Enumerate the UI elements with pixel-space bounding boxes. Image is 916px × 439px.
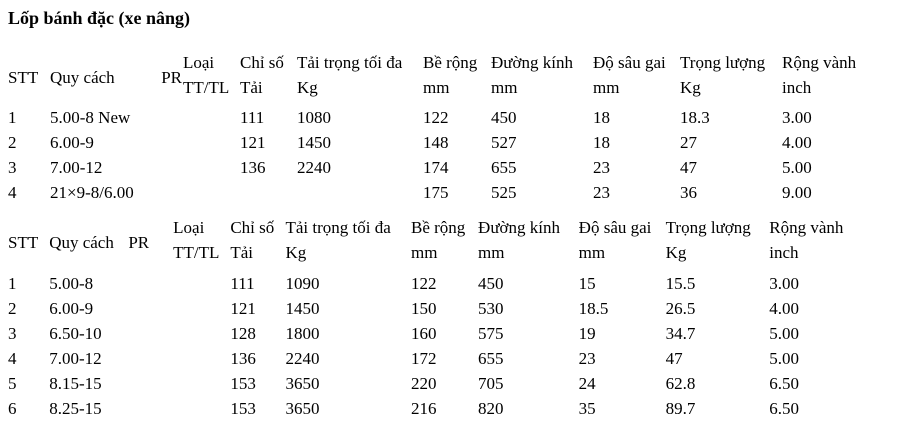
cell-be-rong: 122 [411, 274, 437, 293]
cell-chi-so: 153 [230, 399, 256, 418]
header-rong-vanh [782, 54, 916, 100]
cell-be-rong: 220 [411, 374, 437, 393]
cell-do-sau: 18 [593, 133, 610, 152]
header-rong-vanh-line2: inch [769, 243, 799, 262]
cell-pr [152, 325, 173, 350]
cell-stt: 4 [8, 183, 17, 202]
cell-tai-trong: 1080 [297, 108, 331, 127]
cell-trong-luong: 27 [680, 133, 697, 152]
cell-be-rong: 148 [423, 133, 449, 152]
header-be-rong-line2: mm [411, 243, 438, 262]
header-loai [182, 54, 240, 100]
cell-duong-kinh: 527 [491, 133, 517, 152]
cell-quy-cach: 6.00-9 [49, 299, 94, 318]
table-header-row [0, 54, 916, 100]
cell-trong-luong: 26.5 [665, 299, 696, 318]
header-tai-trong-line2: Kg [285, 243, 307, 262]
header-be-rong [423, 54, 491, 100]
header-trong-luong-line1: Trọng lượng [680, 53, 766, 72]
cell-stt: 4 [8, 349, 17, 368]
header-chi-so-line1: Chỉ số [230, 218, 275, 237]
header-do-sau-line1: Độ sâu gai [578, 218, 652, 237]
cell-do-sau: 23 [578, 349, 596, 368]
cell-duong-kinh: 575 [478, 324, 504, 343]
header-do-sau-line2: mm [578, 243, 606, 262]
cell-loai [182, 134, 240, 159]
cell-duong-kinh: 655 [478, 349, 504, 368]
cell-pr [154, 134, 182, 159]
header-duong-kinh-line2: mm [478, 243, 505, 262]
cell-stt: 2 [8, 133, 17, 152]
cell-chi-so: 121 [240, 133, 266, 152]
cell-pr [152, 350, 173, 375]
cell-be-rong: 172 [411, 349, 437, 368]
cell-rong-vanh: 4.00 [782, 133, 812, 152]
cell-quy-cach: 5.00-8 [49, 274, 94, 293]
header-trong-luong [680, 54, 782, 100]
header-tai-trong-line2: Kg [297, 78, 318, 97]
cell-be-rong: 160 [411, 324, 437, 343]
cell-trong-luong: 15.5 [665, 274, 696, 293]
cell-rong-vanh: 9.00 [782, 183, 812, 202]
cell-loai [173, 300, 230, 325]
cell-pr [154, 159, 182, 184]
header-chi-so [240, 54, 297, 100]
cell-rong-vanh: 6.50 [769, 399, 799, 418]
cell-duong-kinh: 820 [478, 399, 504, 418]
cell-trong-luong: 89.7 [665, 399, 696, 418]
table-row [0, 375, 916, 400]
header-pr [128, 219, 173, 265]
header-loai-line1: Loại [173, 218, 205, 237]
cell-quy-cach: 21×9-8/6.00 [50, 183, 134, 202]
header-do-sau-line1: Độ sâu gai [593, 53, 666, 72]
cell-tai-trong [297, 184, 423, 209]
header-be-rong-line1: Bề rộng [423, 53, 478, 72]
cell-loai [173, 375, 230, 400]
cell-chi-so: 153 [230, 374, 256, 393]
header-duong-kinh-line2: mm [491, 78, 518, 97]
cell-trong-luong: 47 [680, 158, 697, 177]
cell-stt: 6 [8, 399, 17, 418]
cell-rong-vanh: 6.50 [769, 374, 799, 393]
cell-duong-kinh: 530 [478, 299, 504, 318]
table-row [0, 134, 916, 159]
header-trong-luong-line1: Trọng lượng [665, 218, 751, 237]
cell-stt: 5 [8, 374, 17, 393]
cell-trong-luong: 34.7 [665, 324, 696, 343]
spec-table-2 [0, 219, 916, 425]
page-title: Lốp bánh đặc (xe nâng) [8, 8, 191, 28]
header-loai-line1: Loại [183, 53, 215, 72]
cell-quy-cach: 8.15-15 [49, 374, 102, 393]
cell-tai-trong: 3650 [285, 399, 320, 418]
cell-be-rong: 174 [423, 158, 449, 177]
header-stt: STT [8, 232, 39, 252]
header-quy-cach: Quy cách [50, 67, 115, 87]
cell-stt: 2 [8, 299, 17, 318]
cell-rong-vanh: 5.00 [769, 349, 799, 368]
cell-loai [182, 109, 240, 134]
cell-do-sau: 19 [578, 324, 596, 343]
header-trong-luong-line2: Kg [680, 78, 701, 97]
header-rong-vanh-line1: Rộng vành [769, 218, 844, 237]
cell-rong-vanh: 3.00 [769, 274, 799, 293]
header-tai-trong [297, 54, 423, 100]
header-chi-so-line2: Tải [230, 243, 253, 262]
cell-quy-cach: 7.00-12 [49, 349, 102, 368]
cell-quy-cach: 5.00-8 New [50, 108, 131, 127]
header-do-sau [579, 219, 666, 265]
cell-pr [154, 109, 182, 134]
table-row [0, 275, 916, 300]
table-row [0, 400, 916, 425]
cell-be-rong: 122 [423, 108, 449, 127]
header-duong-kinh [478, 219, 579, 265]
cell-chi-so: 136 [230, 349, 256, 368]
cell-do-sau: 23 [593, 183, 610, 202]
header-rong-vanh-line1: Rộng vành [782, 53, 857, 72]
table-row [0, 159, 916, 184]
header-be-rong-line2: mm [423, 78, 450, 97]
header-loai-line2: TT/TL [173, 243, 220, 262]
cell-loai [173, 350, 230, 375]
table-row [0, 350, 916, 375]
table-row [0, 109, 916, 134]
header-quy-cach: Quy cách [49, 232, 114, 252]
table-row [0, 300, 916, 325]
cell-rong-vanh: 4.00 [769, 299, 799, 318]
cell-duong-kinh: 655 [491, 158, 517, 177]
cell-tai-trong: 1450 [297, 133, 331, 152]
cell-do-sau: 23 [593, 158, 610, 177]
cell-be-rong: 150 [411, 299, 437, 318]
table-header-row [0, 219, 916, 265]
header-chi-so [230, 219, 285, 265]
cell-stt: 1 [8, 274, 17, 293]
cell-tai-trong: 1090 [285, 274, 320, 293]
cell-loai [173, 400, 230, 425]
cell-chi-so: 121 [230, 299, 256, 318]
cell-duong-kinh: 450 [478, 274, 504, 293]
cell-tai-trong: 2240 [285, 349, 320, 368]
header-loai [173, 219, 230, 265]
table-row [0, 325, 916, 350]
cell-pr [152, 375, 173, 400]
cell-be-rong: 216 [411, 399, 437, 418]
header-chi-so-line2: Tải [240, 78, 263, 97]
cell-loai [173, 275, 230, 300]
header-be-rong-line1: Bề rộng [411, 218, 466, 237]
header-pr-text: PR [128, 232, 150, 252]
header-rong-vanh [769, 219, 916, 265]
cell-duong-kinh: 525 [491, 183, 517, 202]
cell-stt: 3 [8, 158, 17, 177]
cell-do-sau: 24 [578, 374, 596, 393]
cell-pr [154, 184, 182, 209]
header-trong-luong-line2: Kg [665, 243, 687, 262]
spec-table-1 [0, 54, 916, 209]
header-trong-luong [666, 219, 770, 265]
cell-chi-so [240, 184, 297, 209]
cell-do-sau: 15 [578, 274, 596, 293]
cell-do-sau: 35 [578, 399, 596, 418]
cell-duong-kinh: 450 [491, 108, 517, 127]
cell-pr [152, 400, 173, 425]
header-do-sau-line2: mm [593, 78, 620, 97]
header-duong-kinh-line1: Đường kính [478, 218, 561, 237]
header-stt: STT [8, 67, 39, 87]
cell-quy-cach: 6.00-9 [50, 133, 94, 152]
cell-trong-luong: 36 [680, 183, 697, 202]
cell-trong-luong: 62.8 [665, 374, 696, 393]
cell-tai-trong: 3650 [285, 374, 320, 393]
cell-rong-vanh: 5.00 [769, 324, 799, 343]
header-chi-so-line1: Chỉ số [240, 53, 284, 72]
cell-quy-cach: 8.25-15 [49, 399, 102, 418]
header-tai-trong [286, 219, 412, 265]
cell-rong-vanh: 3.00 [782, 108, 812, 127]
header-pr: PR [161, 67, 182, 87]
cell-chi-so: 136 [240, 158, 266, 177]
cell-loai [173, 325, 230, 350]
header-duong-kinh [491, 54, 593, 100]
cell-stt: 1 [8, 108, 17, 127]
cell-quy-cach: 6.50-10 [49, 324, 102, 343]
cell-be-rong: 175 [423, 183, 449, 202]
cell-tai-trong: 1800 [285, 324, 320, 343]
cell-chi-so: 128 [230, 324, 256, 343]
header-tai-trong-line1: Tải trọng tối đa [297, 53, 403, 72]
header-rong-vanh-line2: inch [782, 78, 812, 97]
cell-do-sau: 18 [593, 108, 610, 127]
cell-loai [182, 159, 240, 184]
cell-tai-trong: 2240 [297, 158, 331, 177]
table-row [0, 184, 916, 209]
header-duong-kinh-line1: Đường kính [491, 53, 573, 72]
cell-pr [152, 275, 173, 300]
cell-stt: 3 [8, 324, 17, 343]
cell-tai-trong: 1450 [285, 299, 320, 318]
header-do-sau [593, 54, 680, 100]
cell-trong-luong: 47 [665, 349, 683, 368]
cell-chi-so: 111 [230, 274, 255, 293]
cell-chi-so: 111 [240, 108, 265, 127]
cell-trong-luong: 18.3 [680, 108, 710, 127]
header-loai-line2: TT/TL [183, 78, 230, 97]
cell-rong-vanh: 5.00 [782, 158, 812, 177]
header-tai-trong-line1: Tải trọng tối đa [285, 218, 391, 237]
cell-do-sau: 18.5 [578, 299, 609, 318]
cell-loai [182, 184, 240, 209]
cell-quy-cach: 7.00-12 [50, 158, 103, 177]
cell-pr [152, 300, 173, 325]
header-be-rong [411, 219, 478, 265]
cell-duong-kinh: 705 [478, 374, 504, 393]
